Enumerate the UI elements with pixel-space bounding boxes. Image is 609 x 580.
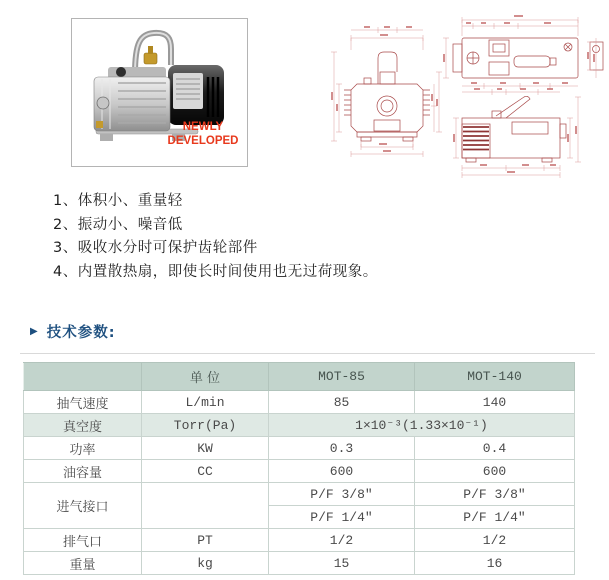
- cell-unit: CC: [142, 460, 269, 483]
- table-row-inlet-port-1: [24, 483, 575, 506]
- cell-label: 真空度: [24, 414, 142, 437]
- newly-developed-badge-line1: NEWLY: [182, 121, 224, 133]
- feature-item-2: 2、振动小、噪音低: [53, 216, 183, 233]
- cell-mot85: P/F 3/8″: [269, 483, 415, 506]
- cell-mot85: 600: [269, 460, 415, 483]
- header-unit: 单 位: [142, 363, 269, 391]
- cell-mot85: 1/2: [269, 529, 415, 552]
- cell-label: 重量: [24, 552, 142, 575]
- triangle-marker-icon: ▶: [30, 326, 39, 337]
- cell-unit: kg: [142, 552, 269, 575]
- cell-mot140: 16: [415, 552, 575, 575]
- header-model-mot140: MOT-140: [415, 363, 575, 391]
- cell-label: 油容量: [24, 460, 142, 483]
- cell-mot85: 85: [269, 391, 415, 414]
- cell-unit: KW: [142, 437, 269, 460]
- table-header-row: [24, 363, 575, 391]
- newly-developed-badge-line2: DEVELOPED: [167, 135, 239, 147]
- dimension-drawing-image: [328, 6, 606, 178]
- cell-mot85: 0.3: [269, 437, 415, 460]
- cell-unit: [142, 483, 269, 529]
- table-row-pumping-speed: [24, 391, 575, 414]
- cell-mot140: P/F 3/8″: [415, 483, 575, 506]
- vacuum-pump-image: [72, 19, 247, 166]
- horizontal-divider: [20, 353, 595, 354]
- cell-mot140: P/F 1/4″: [415, 506, 575, 529]
- cell-mot140: 0.4: [415, 437, 575, 460]
- cell-label: 抽气速度: [24, 391, 142, 414]
- cell-value-span: 1×10⁻³(1.33×10⁻¹): [269, 414, 575, 437]
- table-row-power: [24, 437, 575, 460]
- cell-mot140: 600: [415, 460, 575, 483]
- product-photo: [71, 18, 248, 167]
- table-row-exhaust-port: [24, 529, 575, 552]
- cell-mot140: 1/2: [415, 529, 575, 552]
- spec-table-container: [23, 362, 575, 575]
- section-header-tech-params: [30, 321, 116, 342]
- table-row-oil-capacity: [24, 460, 575, 483]
- cell-mot140: 140: [415, 391, 575, 414]
- table-row-vacuum-degree: [24, 414, 575, 437]
- section-title: 技术参数:: [46, 325, 116, 341]
- technical-drawing: [328, 6, 606, 178]
- feature-item-1: 1、体积小、重量轻: [53, 193, 183, 209]
- cell-mot85: 15: [269, 552, 415, 575]
- cell-unit: L/min: [142, 391, 269, 414]
- feature-list: [53, 190, 573, 284]
- cell-label: 进气接口: [24, 483, 142, 529]
- table-row-weight: [24, 552, 575, 575]
- cell-label: 功率: [24, 437, 142, 460]
- header-model-mot85: MOT-85: [269, 363, 415, 391]
- feature-item-4: 4、内置散热扇，即使长时间使用也无过荷现象。: [53, 263, 378, 280]
- cell-label: 排气口: [24, 529, 142, 552]
- cell-mot85: P/F 1/4″: [269, 506, 415, 529]
- feature-item-3: 3、吸收水分时可保护齿轮部件: [53, 240, 258, 256]
- header-param: [24, 363, 142, 391]
- cell-unit: Torr(Pa): [142, 414, 269, 437]
- cell-unit: PT: [142, 529, 269, 552]
- spec-table: [23, 362, 575, 575]
